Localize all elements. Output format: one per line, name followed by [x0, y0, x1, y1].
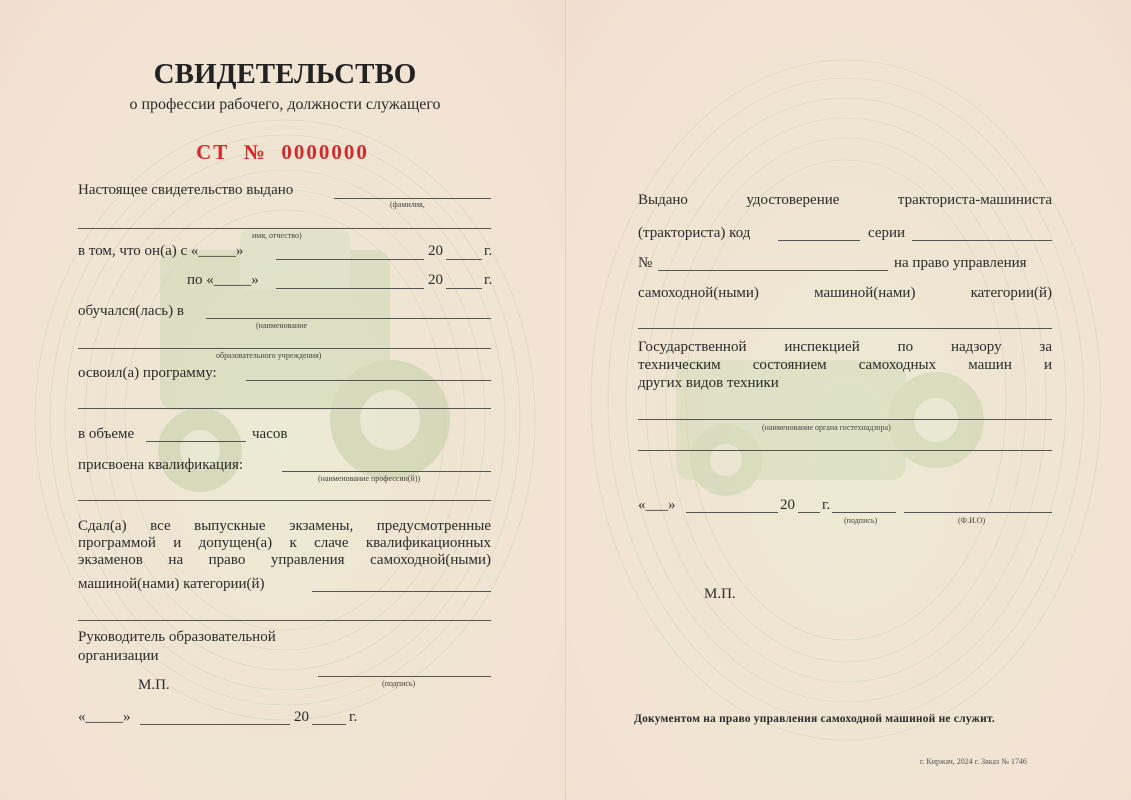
category-text: самоходной(ными) машиной(нами) категории(й)	[638, 285, 1052, 301]
left-date-prefix: «_____»	[78, 709, 131, 725]
stamp-label-left: М.П.	[138, 677, 170, 693]
code-line	[778, 240, 860, 241]
qualification-label: присвоена квалификация:	[78, 457, 244, 473]
exams-line-3: экзаменов на право управления самоходной(ными)	[78, 552, 491, 568]
period-from: в том, что он(а) с «_____»	[78, 243, 244, 259]
institution-line-1	[206, 318, 491, 319]
institution-hint-2: образовательного учреждения)	[216, 351, 322, 360]
issued-license-text: Выдано удостоверение тракториста-машиниста	[638, 192, 1052, 208]
left-date-year: 20	[294, 709, 309, 725]
inspector-signature-hint: (подпись)	[844, 516, 878, 525]
period-to-year-line	[446, 288, 482, 289]
legal-notice: Документом на право управления самоходной машиной не служит.	[634, 713, 995, 725]
studied-label: обучался(лась) в	[78, 303, 184, 319]
inspection-line-1: Государственной инспекцией по надзору за	[638, 339, 1052, 355]
document-title: СВИДЕТЕЛЬСТВО	[153, 58, 417, 90]
number-line	[658, 270, 888, 271]
right-date-prefix: «___»	[638, 497, 676, 513]
authority-hint: (наименование органа гостехнадзора)	[762, 423, 891, 432]
exams-paragraph	[78, 518, 491, 569]
tractor-watermark	[158, 230, 450, 492]
document-subtitle: о профессии рабочего, должности служащего	[129, 96, 441, 113]
series-line	[912, 240, 1052, 241]
inspector-fio-line	[904, 512, 1052, 513]
hours-label: часов	[252, 426, 288, 442]
head-line-2: организации	[78, 648, 159, 664]
category-line-2	[78, 620, 491, 621]
period-to-month-line	[276, 288, 424, 289]
program-label: освоил(а) программу:	[78, 365, 217, 381]
right-label: на право управления	[894, 255, 1027, 271]
surname-line	[334, 198, 491, 199]
period-from-year-line	[446, 259, 482, 260]
serial-number: СТ № 0000000	[196, 140, 369, 164]
head-line-1: Руководитель образовательной	[78, 629, 276, 645]
authority-line-1	[638, 419, 1052, 420]
right-date-year-line	[798, 512, 820, 513]
issued-license-line	[638, 192, 1052, 209]
number-label: №	[638, 255, 653, 271]
exams-last-line: машиной(нами) категории(й)	[78, 576, 265, 592]
issued-label: Настоящее свидетельство выдано	[78, 182, 294, 198]
institution-hint-1: (наименование	[256, 321, 308, 330]
institution-line-2	[78, 348, 491, 349]
print-imprint: г. Киржач, 2024 г. Заказ № 1746	[920, 757, 1027, 766]
period-from-year-suffix: г.	[484, 243, 493, 259]
left-date-month-line	[140, 724, 290, 725]
program-line-1	[246, 380, 491, 381]
exams-line-1: Сдал(а) все выпускные экзамены, предусмотренные	[78, 518, 491, 534]
exams-line-2: программой и допущен(а) к слаче квалификационных	[78, 535, 491, 551]
code-label: (тракториста) код	[638, 225, 751, 241]
category-value-line	[638, 328, 1052, 329]
period-from-year: 20	[428, 243, 443, 259]
right-date-month-line	[686, 512, 778, 513]
series-label: серии	[868, 225, 906, 241]
right-date-suffix: г.	[822, 497, 831, 513]
stamp-label-right: М.П.	[704, 586, 736, 602]
period-from-month-line	[276, 259, 424, 260]
guilloche-background-right	[566, 0, 1131, 800]
inspection-line-2: техническим состоянием самоходных машин и	[638, 357, 1052, 373]
qualification-line-1	[282, 471, 491, 472]
program-line-2	[78, 408, 491, 409]
guilloche-background-left	[0, 0, 565, 800]
left-date-year-line	[312, 724, 346, 725]
head-signature-hint: (подпись)	[382, 679, 416, 688]
name-hint: имя, отчество)	[252, 231, 302, 240]
period-to-year-suffix: г.	[484, 272, 493, 288]
right-date-year: 20	[780, 497, 795, 513]
surname-hint: (фамилия,	[390, 200, 425, 209]
hours-line	[146, 441, 246, 442]
period-to: по «_____»	[187, 272, 259, 288]
profession-hint: (наименование профессии(й))	[318, 474, 421, 483]
left-page	[0, 0, 565, 800]
qualification-line-2	[78, 500, 491, 501]
inspector-fio-hint: (Ф.И.О)	[958, 516, 986, 525]
left-date-suffix: г.	[349, 709, 358, 725]
volume-label: в объеме	[78, 426, 135, 442]
period-to-year: 20	[428, 272, 443, 288]
name-line	[78, 228, 491, 229]
category-line	[638, 285, 1052, 302]
right-page	[566, 0, 1131, 800]
category-line-1	[312, 591, 491, 592]
inspection-last-line: других видов техники	[638, 375, 779, 391]
inspection-paragraph	[638, 338, 1052, 374]
inspector-signature-line	[832, 512, 896, 513]
head-signature-line	[318, 676, 491, 677]
authority-line-2	[638, 450, 1052, 451]
